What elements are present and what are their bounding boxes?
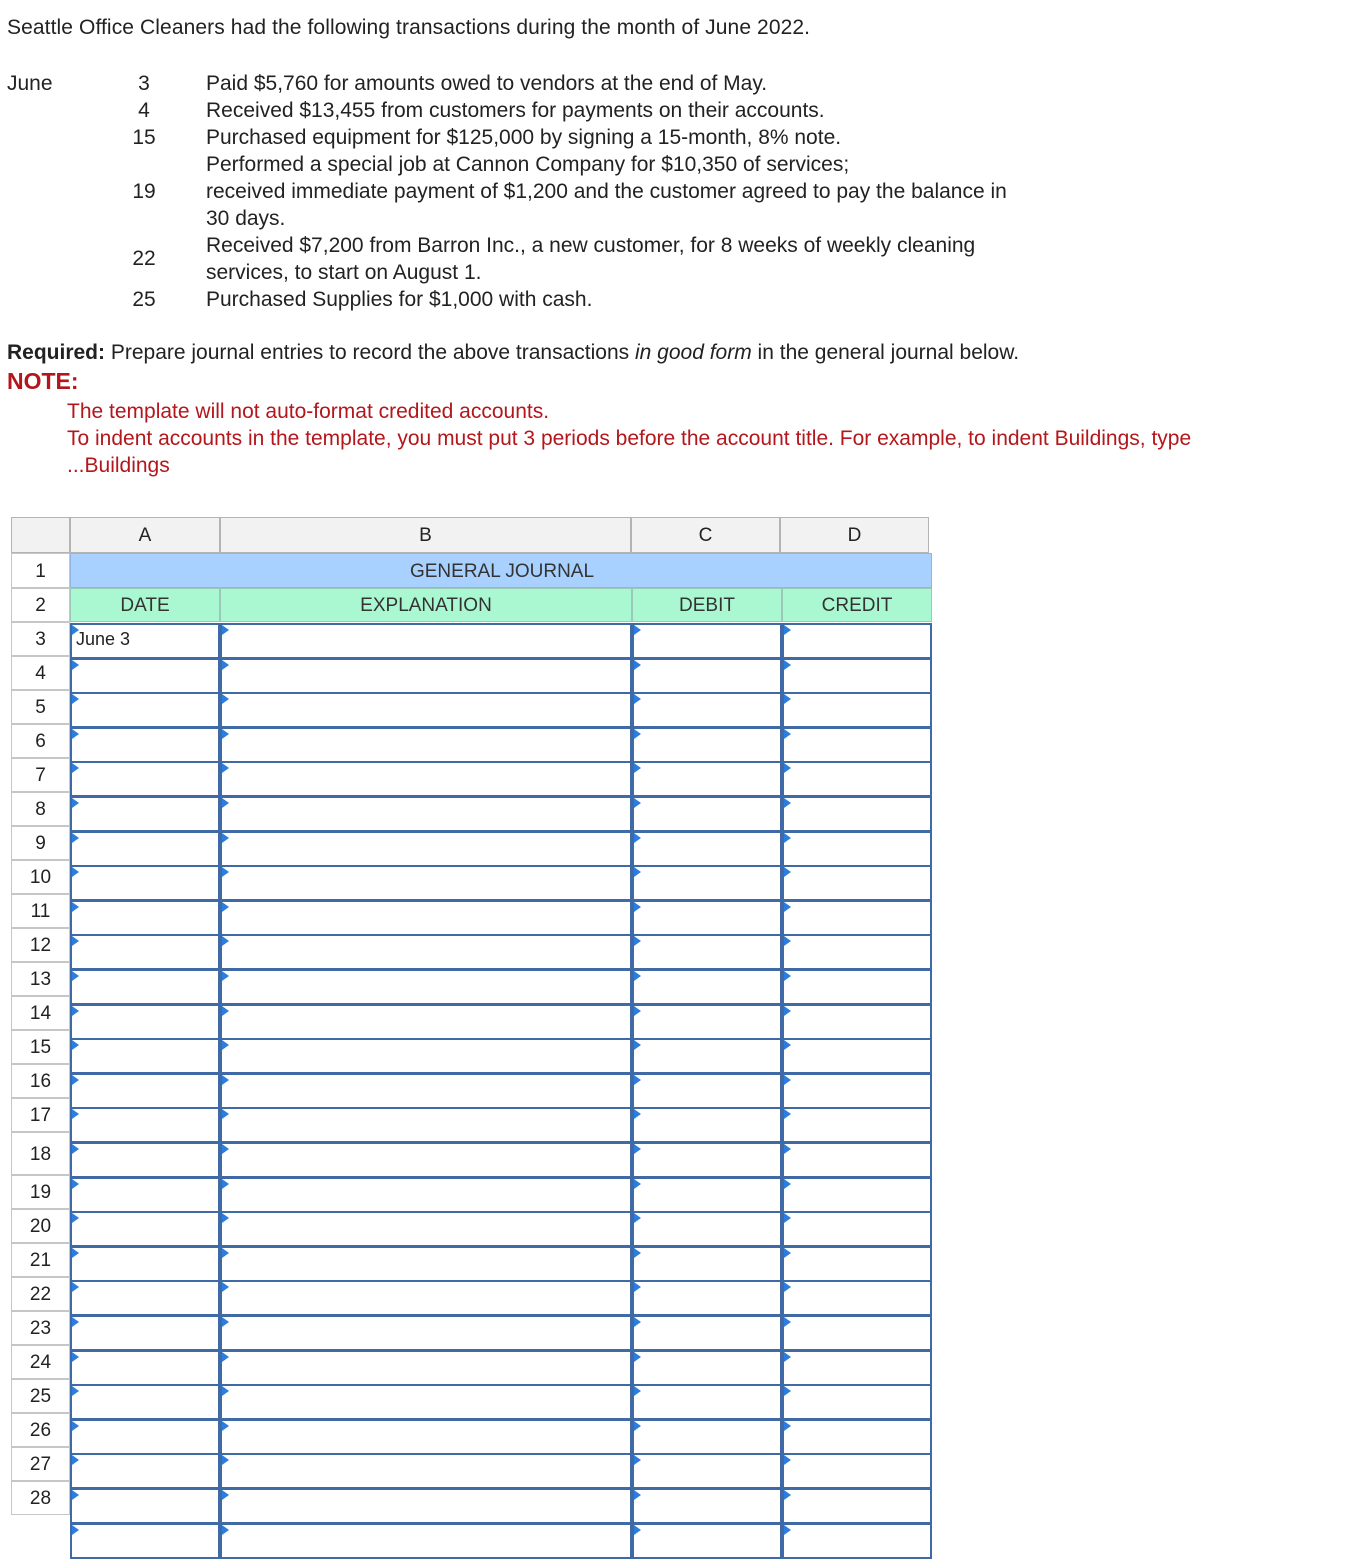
date-input-cell[interactable] [70, 969, 220, 1005]
row-number: 19 [11, 1175, 70, 1209]
date-input-cell[interactable] [70, 1488, 220, 1524]
date-value: June 3 [76, 629, 131, 649]
date-input-cell[interactable] [70, 1107, 220, 1143]
date-input-cell[interactable] [70, 831, 220, 867]
cell-marker-icon [784, 1352, 791, 1362]
date-input-cell[interactable] [70, 1038, 220, 1074]
debit-input-cell[interactable] [632, 1246, 782, 1282]
cell-marker-icon [784, 694, 791, 704]
credit-input-cell[interactable] [782, 1315, 932, 1351]
credit-input-cell[interactable] [782, 900, 932, 936]
cell-marker-icon [72, 729, 79, 739]
cell-marker-icon [634, 694, 641, 704]
date-input-cell[interactable] [70, 1315, 220, 1351]
cell-marker-icon [784, 1282, 791, 1292]
cell-marker-icon [634, 1248, 641, 1258]
cell-marker-icon [72, 1144, 79, 1154]
cell-marker-icon [222, 1179, 229, 1189]
explanation-input-cell[interactable] [220, 831, 632, 867]
credit-input-cell[interactable] [782, 1142, 932, 1178]
credit-input-cell[interactable] [782, 1384, 932, 1420]
row-number: 21 [11, 1243, 70, 1277]
cell-marker-icon [222, 1386, 229, 1396]
row-number: 7 [11, 758, 70, 792]
row-number: 13 [11, 962, 70, 996]
cell-marker-icon [784, 1213, 791, 1223]
transaction-day: 22 [132, 247, 156, 270]
date-input-cell[interactable] [70, 692, 220, 728]
date-input-cell[interactable] [70, 934, 220, 970]
cell-marker-icon [784, 625, 791, 635]
cell-marker-icon [222, 867, 229, 877]
cell-marker-icon [634, 867, 641, 877]
cell-marker-icon [634, 798, 641, 808]
explanation-input-cell[interactable] [220, 1315, 632, 1351]
cell-marker-icon [634, 1386, 641, 1396]
debit-input-cell[interactable] [632, 1384, 782, 1420]
cell-marker-icon [784, 798, 791, 808]
debit-input-cell[interactable] [632, 1211, 782, 1247]
transaction-day: 4 [138, 99, 150, 122]
note-text [67, 398, 1357, 479]
cell-marker-icon [72, 1282, 79, 1292]
cell-marker-icon [222, 1144, 229, 1154]
cell-marker-icon [72, 1248, 79, 1258]
cell-marker-icon [634, 1144, 641, 1154]
cell-marker-icon [634, 971, 641, 981]
cell-marker-icon [634, 833, 641, 843]
cell-marker-icon [72, 1490, 79, 1500]
cell-marker-icon [72, 1179, 79, 1189]
debit-input-cell[interactable] [632, 969, 782, 1005]
transaction-day: 25 [132, 288, 156, 311]
required-instruction [7, 341, 1019, 365]
transactions-month: June [7, 72, 53, 95]
cell-marker-icon [222, 1213, 229, 1223]
cell-marker-icon [222, 1421, 229, 1431]
cell-marker-icon [222, 1282, 229, 1292]
row-number: 26 [11, 1413, 70, 1447]
cell-marker-icon [784, 1006, 791, 1016]
credit-input-cell[interactable] [782, 1211, 932, 1247]
explanation-input-cell[interactable] [220, 727, 632, 763]
cell-marker-icon [222, 833, 229, 843]
explanation-input-cell[interactable] [220, 900, 632, 936]
debit-input-cell[interactable] [632, 1038, 782, 1074]
date-input-cell[interactable] [70, 1246, 220, 1282]
note-line: The template will not auto-format credited accounts. [67, 400, 550, 423]
row-number: 18 [11, 1132, 70, 1175]
cell-marker-icon [784, 1317, 791, 1327]
header-credit: CREDIT [782, 588, 932, 622]
cell-marker-icon [222, 936, 229, 946]
cell-marker-icon [784, 1525, 791, 1535]
cell-marker-icon [222, 1006, 229, 1016]
row-number: 2 [11, 588, 70, 622]
note-title: NOTE: [7, 368, 79, 394]
cell-marker-icon [784, 971, 791, 981]
cell-marker-icon [72, 1317, 79, 1327]
transaction-description [206, 70, 1136, 97]
row-number: 15 [11, 1030, 70, 1064]
date-input-cell[interactable] [70, 865, 220, 901]
cell-marker-icon [634, 1006, 641, 1016]
row-number: 8 [11, 792, 70, 826]
cell-marker-icon [72, 833, 79, 843]
journal-title: GENERAL JOURNAL [409, 561, 595, 582]
debit-input-cell[interactable] [632, 623, 782, 659]
cell-marker-icon [222, 1525, 229, 1535]
cell-marker-icon [784, 1144, 791, 1154]
cell-marker-icon [784, 1179, 791, 1189]
cell-marker-icon [634, 763, 641, 773]
row-number: 17 [11, 1098, 70, 1132]
cell-marker-icon [784, 1109, 791, 1119]
explanation-input-cell[interactable] [220, 1350, 632, 1386]
corner-cell [11, 517, 70, 553]
cell-marker-icon [222, 1490, 229, 1500]
row-number: 6 [11, 724, 70, 758]
debit-input-cell[interactable] [632, 1315, 782, 1351]
cell-marker-icon [784, 833, 791, 843]
cell-marker-icon [784, 763, 791, 773]
explanation-input-cell[interactable] [220, 1107, 632, 1143]
credit-input-cell[interactable] [782, 727, 932, 763]
transaction-description [206, 151, 1136, 232]
transaction-day: 3 [138, 72, 150, 95]
row-number: 12 [11, 928, 70, 962]
cell-marker-icon [634, 1455, 641, 1465]
intro-text: Seattle Office Cleaners had the following transactions during the month of June 2022. [7, 16, 811, 39]
cell-marker-icon [784, 936, 791, 946]
cell-marker-icon [72, 660, 79, 670]
cell-marker-icon [72, 1421, 79, 1431]
row-number: 20 [11, 1209, 70, 1243]
credit-input-cell[interactable] [782, 1419, 932, 1455]
cell-marker-icon [72, 1040, 79, 1050]
credit-input-cell[interactable] [782, 658, 932, 694]
explanation-input-cell[interactable] [220, 1453, 632, 1489]
debit-input-cell[interactable] [632, 727, 782, 763]
cell-marker-icon [222, 1455, 229, 1465]
cell-marker-icon [72, 1075, 79, 1085]
transaction-line: Received $13,455 from customers for payments on their accounts. [206, 99, 825, 122]
credit-input-cell[interactable] [782, 1453, 932, 1489]
date-input-cell[interactable] [70, 658, 220, 694]
cell-marker-icon [784, 1455, 791, 1465]
date-input-cell[interactable] [70, 761, 220, 797]
required-label: Required: [7, 341, 106, 364]
cell-marker-icon [72, 798, 79, 808]
explanation-input-cell[interactable] [220, 1280, 632, 1316]
date-input-cell[interactable] [70, 1177, 220, 1213]
cell-marker-icon [222, 1040, 229, 1050]
explanation-input-cell[interactable] [220, 1142, 632, 1178]
note-line: To indent accounts in the template, you must put 3 periods before the account title. For example, to indent Buildings, type [67, 427, 1192, 450]
explanation-input-cell[interactable] [220, 1211, 632, 1247]
cell-marker-icon [222, 1352, 229, 1362]
date-input-cell[interactable] [70, 1523, 220, 1559]
cell-marker-icon [72, 902, 79, 912]
debit-input-cell[interactable] [632, 761, 782, 797]
debit-input-cell[interactable] [632, 1488, 782, 1524]
explanation-input-cell[interactable] [220, 1004, 632, 1040]
transaction-line: 30 days. [206, 207, 286, 230]
explanation-input-cell[interactable] [220, 1038, 632, 1074]
credit-input-cell[interactable] [782, 1280, 932, 1316]
explanation-input-cell[interactable] [220, 969, 632, 1005]
cell-marker-icon [222, 902, 229, 912]
cell-marker-icon [222, 971, 229, 981]
credit-input-cell[interactable] [782, 1038, 932, 1074]
credit-input-cell[interactable] [782, 761, 932, 797]
row-number: 3 [11, 622, 70, 656]
debit-input-cell[interactable] [632, 1073, 782, 1109]
cell-marker-icon [72, 694, 79, 704]
credit-input-cell[interactable] [782, 1246, 932, 1282]
row-number: 5 [11, 690, 70, 724]
cell-marker-icon [634, 1075, 641, 1085]
debit-input-cell[interactable] [632, 1523, 782, 1559]
row-number: 16 [11, 1064, 70, 1098]
explanation-input-cell[interactable] [220, 796, 632, 832]
cell-marker-icon [72, 1213, 79, 1223]
explanation-input-cell[interactable] [220, 761, 632, 797]
header-date: DATE [70, 588, 220, 622]
cell-marker-icon [222, 729, 229, 739]
explanation-input-cell[interactable] [220, 1419, 632, 1455]
debit-input-cell[interactable] [632, 1107, 782, 1143]
credit-input-cell[interactable] [782, 1004, 932, 1040]
cell-marker-icon [634, 1040, 641, 1050]
cell-marker-icon [72, 1455, 79, 1465]
cell-marker-icon [222, 763, 229, 773]
debit-input-cell[interactable] [632, 1419, 782, 1455]
explanation-input-cell[interactable] [220, 1177, 632, 1213]
row-number: 11 [11, 894, 70, 928]
cell-marker-icon [222, 1317, 229, 1327]
cell-marker-icon [634, 625, 641, 635]
explanation-input-cell[interactable] [220, 865, 632, 901]
transaction-description [206, 124, 1136, 151]
transaction-line: Purchased Supplies for $1,000 with cash. [206, 288, 593, 311]
cell-marker-icon [784, 867, 791, 877]
cell-marker-icon [222, 1248, 229, 1258]
journal-title-row [70, 553, 932, 588]
date-input-cell[interactable] [70, 1073, 220, 1109]
date-input-cell[interactable] [70, 1004, 220, 1040]
row-number: 27 [11, 1447, 70, 1481]
note-line: ...Buildings [67, 454, 170, 477]
cell-marker-icon [634, 1179, 641, 1189]
date-input-cell[interactable] [70, 796, 220, 832]
credit-input-cell[interactable] [782, 796, 932, 832]
cell-marker-icon [72, 1386, 79, 1396]
transaction-day: 15 [132, 126, 156, 149]
credit-input-cell[interactable] [782, 692, 932, 728]
date-input-cell[interactable] [70, 1142, 220, 1178]
cell-marker-icon [222, 625, 229, 635]
transaction-line: services, to start on August 1. [206, 261, 482, 284]
credit-input-cell[interactable] [782, 831, 932, 867]
date-input-cell[interactable] [70, 623, 220, 659]
debit-input-cell[interactable] [632, 1177, 782, 1213]
cell-marker-icon [72, 1006, 79, 1016]
transaction-description [206, 232, 1136, 286]
explanation-input-cell[interactable] [220, 934, 632, 970]
row-number: 25 [11, 1379, 70, 1413]
cell-marker-icon [72, 936, 79, 946]
cell-marker-icon [634, 1525, 641, 1535]
explanation-input-cell[interactable] [220, 1246, 632, 1282]
cell-marker-icon [634, 1421, 641, 1431]
explanation-input-cell[interactable] [220, 1488, 632, 1524]
cell-marker-icon [634, 1282, 641, 1292]
transaction-line: received immediate payment of $1,200 and the customer agreed to pay the balance in [206, 180, 1007, 203]
credit-input-cell[interactable] [782, 1073, 932, 1109]
date-input-cell[interactable] [70, 1280, 220, 1316]
cell-marker-icon [784, 1248, 791, 1258]
required-text-before: Prepare journal entries to record the above transactions [105, 341, 635, 364]
cell-marker-icon [72, 971, 79, 981]
transaction-line: Purchased equipment for $125,000 by signing a 15-month, 8% note. [206, 126, 842, 149]
cell-marker-icon [634, 936, 641, 946]
cell-marker-icon [634, 1213, 641, 1223]
credit-input-cell[interactable] [782, 1523, 932, 1559]
header-explanation: EXPLANATION [220, 588, 632, 622]
explanation-input-cell[interactable] [220, 658, 632, 694]
cell-marker-icon [634, 1109, 641, 1119]
column-header-c: C [631, 517, 780, 553]
date-input-cell[interactable] [70, 1211, 220, 1247]
cell-marker-icon [784, 1040, 791, 1050]
cell-marker-icon [222, 1075, 229, 1085]
column-header-b: B [220, 517, 631, 553]
debit-input-cell[interactable] [632, 934, 782, 970]
credit-input-cell[interactable] [782, 1177, 932, 1213]
debit-input-cell[interactable] [632, 796, 782, 832]
row-number: 24 [11, 1345, 70, 1379]
row-number: 4 [11, 656, 70, 690]
transaction-line: Paid $5,760 for amounts owed to vendors at the end of May. [206, 72, 768, 95]
credit-input-cell[interactable] [782, 969, 932, 1005]
credit-input-cell[interactable] [782, 623, 932, 659]
required-emphasis: in good form [634, 341, 752, 364]
cell-marker-icon [634, 729, 641, 739]
row-number: 1 [11, 553, 70, 588]
transaction-description [206, 97, 1136, 124]
transaction-description [206, 286, 1136, 313]
cell-marker-icon [634, 660, 641, 670]
date-input-cell[interactable] [70, 1453, 220, 1489]
date-input-cell[interactable] [70, 727, 220, 763]
debit-input-cell[interactable] [632, 900, 782, 936]
cell-marker-icon [784, 729, 791, 739]
debit-input-cell[interactable] [632, 831, 782, 867]
row-number: 14 [11, 996, 70, 1030]
cell-marker-icon [72, 763, 79, 773]
date-input-cell[interactable] [70, 900, 220, 936]
cell-marker-icon [634, 902, 641, 912]
cell-marker-icon [72, 1109, 79, 1119]
credit-input-cell[interactable] [782, 1488, 932, 1524]
cell-marker-icon [222, 798, 229, 808]
credit-input-cell[interactable] [782, 934, 932, 970]
row-number: 22 [11, 1277, 70, 1311]
cell-marker-icon [784, 1075, 791, 1085]
cell-marker-icon [222, 660, 229, 670]
credit-input-cell[interactable] [782, 1350, 932, 1386]
transaction-day: 19 [132, 180, 156, 203]
cell-marker-icon [634, 1490, 641, 1500]
column-header-a: A [70, 517, 220, 553]
debit-input-cell[interactable] [632, 692, 782, 728]
cell-marker-icon [222, 1109, 229, 1119]
explanation-input-cell[interactable] [220, 692, 632, 728]
row-number: 10 [11, 860, 70, 894]
cell-marker-icon [634, 1352, 641, 1362]
credit-input-cell[interactable] [782, 1107, 932, 1143]
row-number: 23 [11, 1311, 70, 1345]
transaction-line: Performed a special job at Cannon Company for $10,350 of services; [206, 153, 850, 176]
credit-input-cell[interactable] [782, 865, 932, 901]
explanation-input-cell[interactable] [220, 1384, 632, 1420]
cell-marker-icon [784, 1386, 791, 1396]
date-input-cell[interactable] [70, 1419, 220, 1455]
debit-input-cell[interactable] [632, 658, 782, 694]
cell-marker-icon [784, 660, 791, 670]
cell-marker-icon [72, 1525, 79, 1535]
debit-input-cell[interactable] [632, 865, 782, 901]
debit-input-cell[interactable] [632, 1280, 782, 1316]
cell-marker-icon [634, 1317, 641, 1327]
debit-input-cell[interactable] [632, 1004, 782, 1040]
debit-input-cell[interactable] [632, 1142, 782, 1178]
column-header-d: D [780, 517, 929, 553]
cell-marker-icon [784, 902, 791, 912]
explanation-input-cell[interactable] [220, 623, 632, 659]
cell-marker-icon [222, 694, 229, 704]
cell-marker-icon [72, 867, 79, 877]
row-number: 9 [11, 826, 70, 860]
required-text-after: in the general journal below. [751, 341, 1020, 364]
explanation-input-cell[interactable] [220, 1073, 632, 1109]
transaction-line: Received $7,200 from Barron Inc., a new customer, for 8 weeks of weekly cleaning [206, 234, 976, 257]
cell-marker-icon [784, 1490, 791, 1500]
debit-input-cell[interactable] [632, 1350, 782, 1386]
row-number: 28 [11, 1481, 70, 1515]
date-input-cell[interactable] [70, 1384, 220, 1420]
header-debit: DEBIT [632, 588, 782, 622]
cell-marker-icon [72, 1352, 79, 1362]
explanation-input-cell[interactable] [220, 1523, 632, 1559]
cell-marker-icon [784, 1421, 791, 1431]
debit-input-cell[interactable] [632, 1453, 782, 1489]
date-input-cell[interactable] [70, 1350, 220, 1386]
